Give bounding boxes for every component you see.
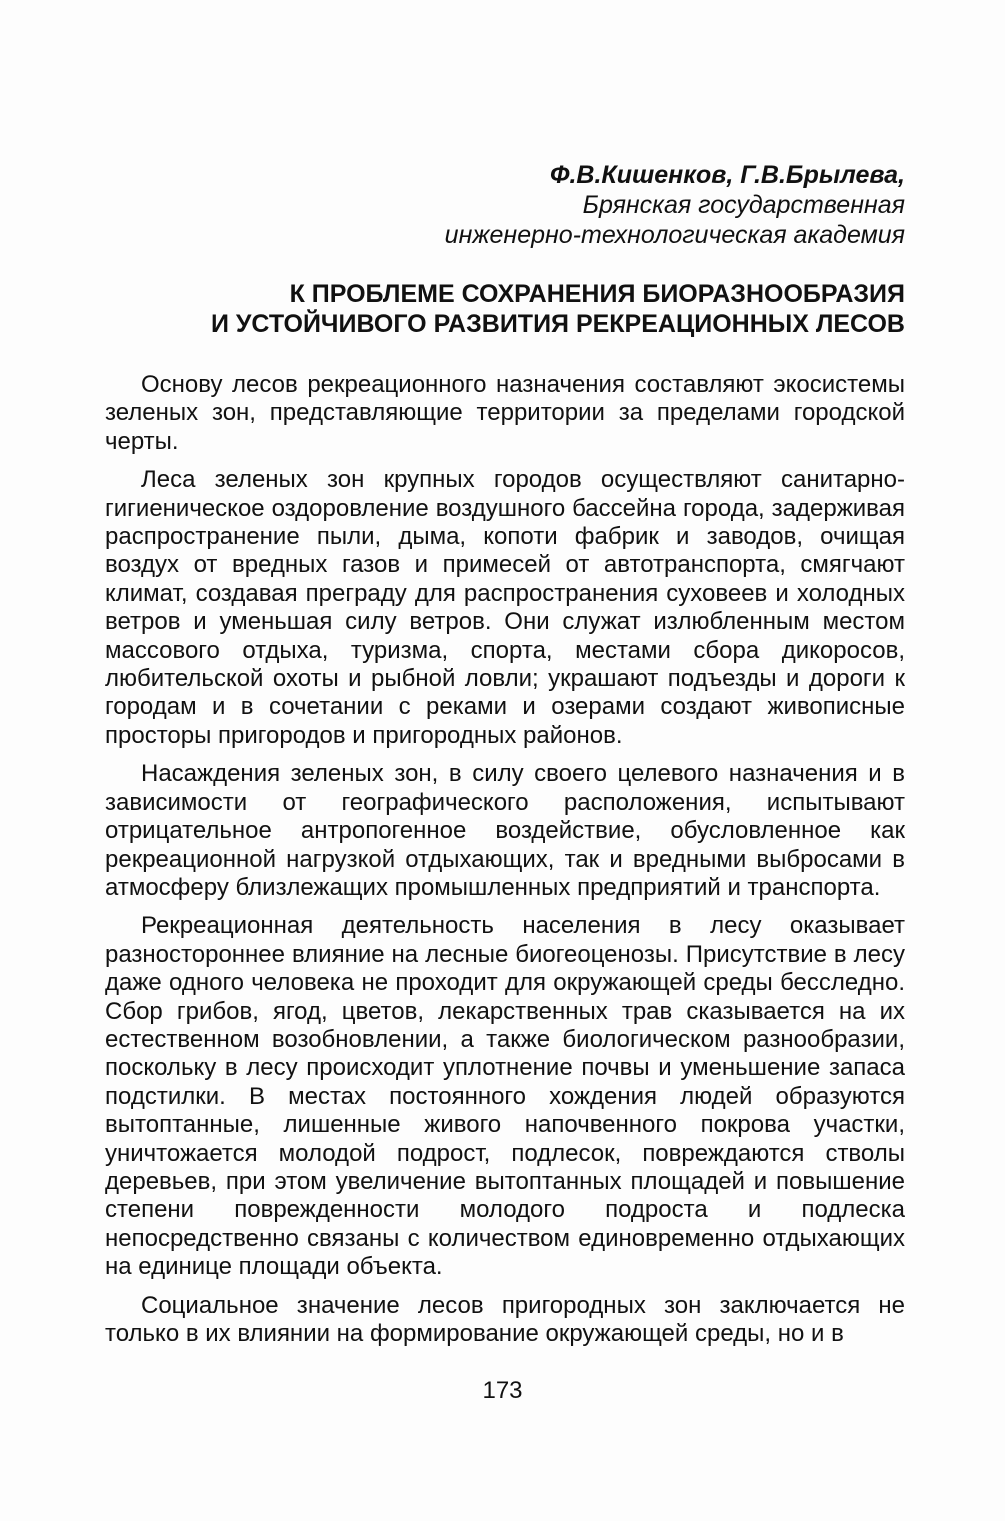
- affiliation-line-2: инженерно-технологическая академия: [444, 221, 905, 249]
- paragraph: Социальное значение лесов пригородных зон заключается не только в их влиянии на формирование окружающей среды, но и в: [105, 1291, 905, 1347]
- title-line-2: И УСТОЙЧИВОГО РАЗВИТИЯ РЕКРЕАЦИОННЫХ ЛЕСОВ: [210, 310, 905, 338]
- article-body: [105, 371, 905, 1348]
- paragraph: Леса зеленых зон крупных городов осуществляют санитарно-гигиеническое оздоровление воздушного бассейна города, задерживая распространение пыли, дыма, копоти фабрик и заводов, очищая воздух от вредных газов и примесей от автотранспорта, смягчают климат, создавая преграду для распространения суховеев и холодных ветров и уменьшая силу ветров. Они служат излюбленным местом массового отдыха, туризма, спорта, местами сбора дикоросов, любительской охоты и рыбной ловли; украшают подъезды и дороги к городам и в сочетании с реками и озерами создают живописные просторы пригородов и пригородных районов.: [105, 466, 905, 749]
- page-content: [105, 160, 905, 1358]
- paragraph: Рекреационная деятельность населения в лесу оказывает разностороннее влияние на лесные биогеоценозы. Присутствие в лесу даже одного человека не проходит для окружающей среды бесследно. Сбор грибов, ягод, цветов, лекарственных трав сказывается на их естественном возобновлении, а также биологическом разнообразии, поскольку в лесу происходит уплотнение почвы и уменьшение запаса подстилки. В местах постоянного хождения людей образуются вытоптанные, лишенные живого напочвенного покрова участки, уничтожается молодой подрост, подлесок, повреждаются стволы деревьев, при этом увеличение вытоптанных площадей и повышение степени поврежденности молодого подроста и подлеска непосредственно связаны с количеством единовременно отдыхающих на единице площади объекта.: [105, 912, 905, 1281]
- page-number: 173: [482, 1377, 523, 1404]
- author-block: [105, 160, 905, 250]
- authors: Ф.В.Кишенков, Г.В.Брылева,: [549, 161, 905, 189]
- article-title: [105, 279, 905, 339]
- title-line-1: К ПРОБЛЕМЕ СОХРАНЕНИЯ БИОРАЗНООБРАЗИЯ: [289, 280, 905, 308]
- paragraph: Основу лесов рекреационного назначения составляют экосистемы зеленых зон, представляющие территории за пределами городской черты.: [105, 371, 905, 455]
- paragraph: Насаждения зеленых зон, в силу своего целевого назначения и в зависимости от географического расположения, испытывают отрицательное антропогенное воздействие, обусловленное как рекреационной нагрузкой отдыхающих, так и вредными выбросами в атмосферу близлежащих промышленных предприятий и транспорта.: [105, 760, 905, 901]
- affiliation-line-1: Брянская государственная: [582, 191, 905, 219]
